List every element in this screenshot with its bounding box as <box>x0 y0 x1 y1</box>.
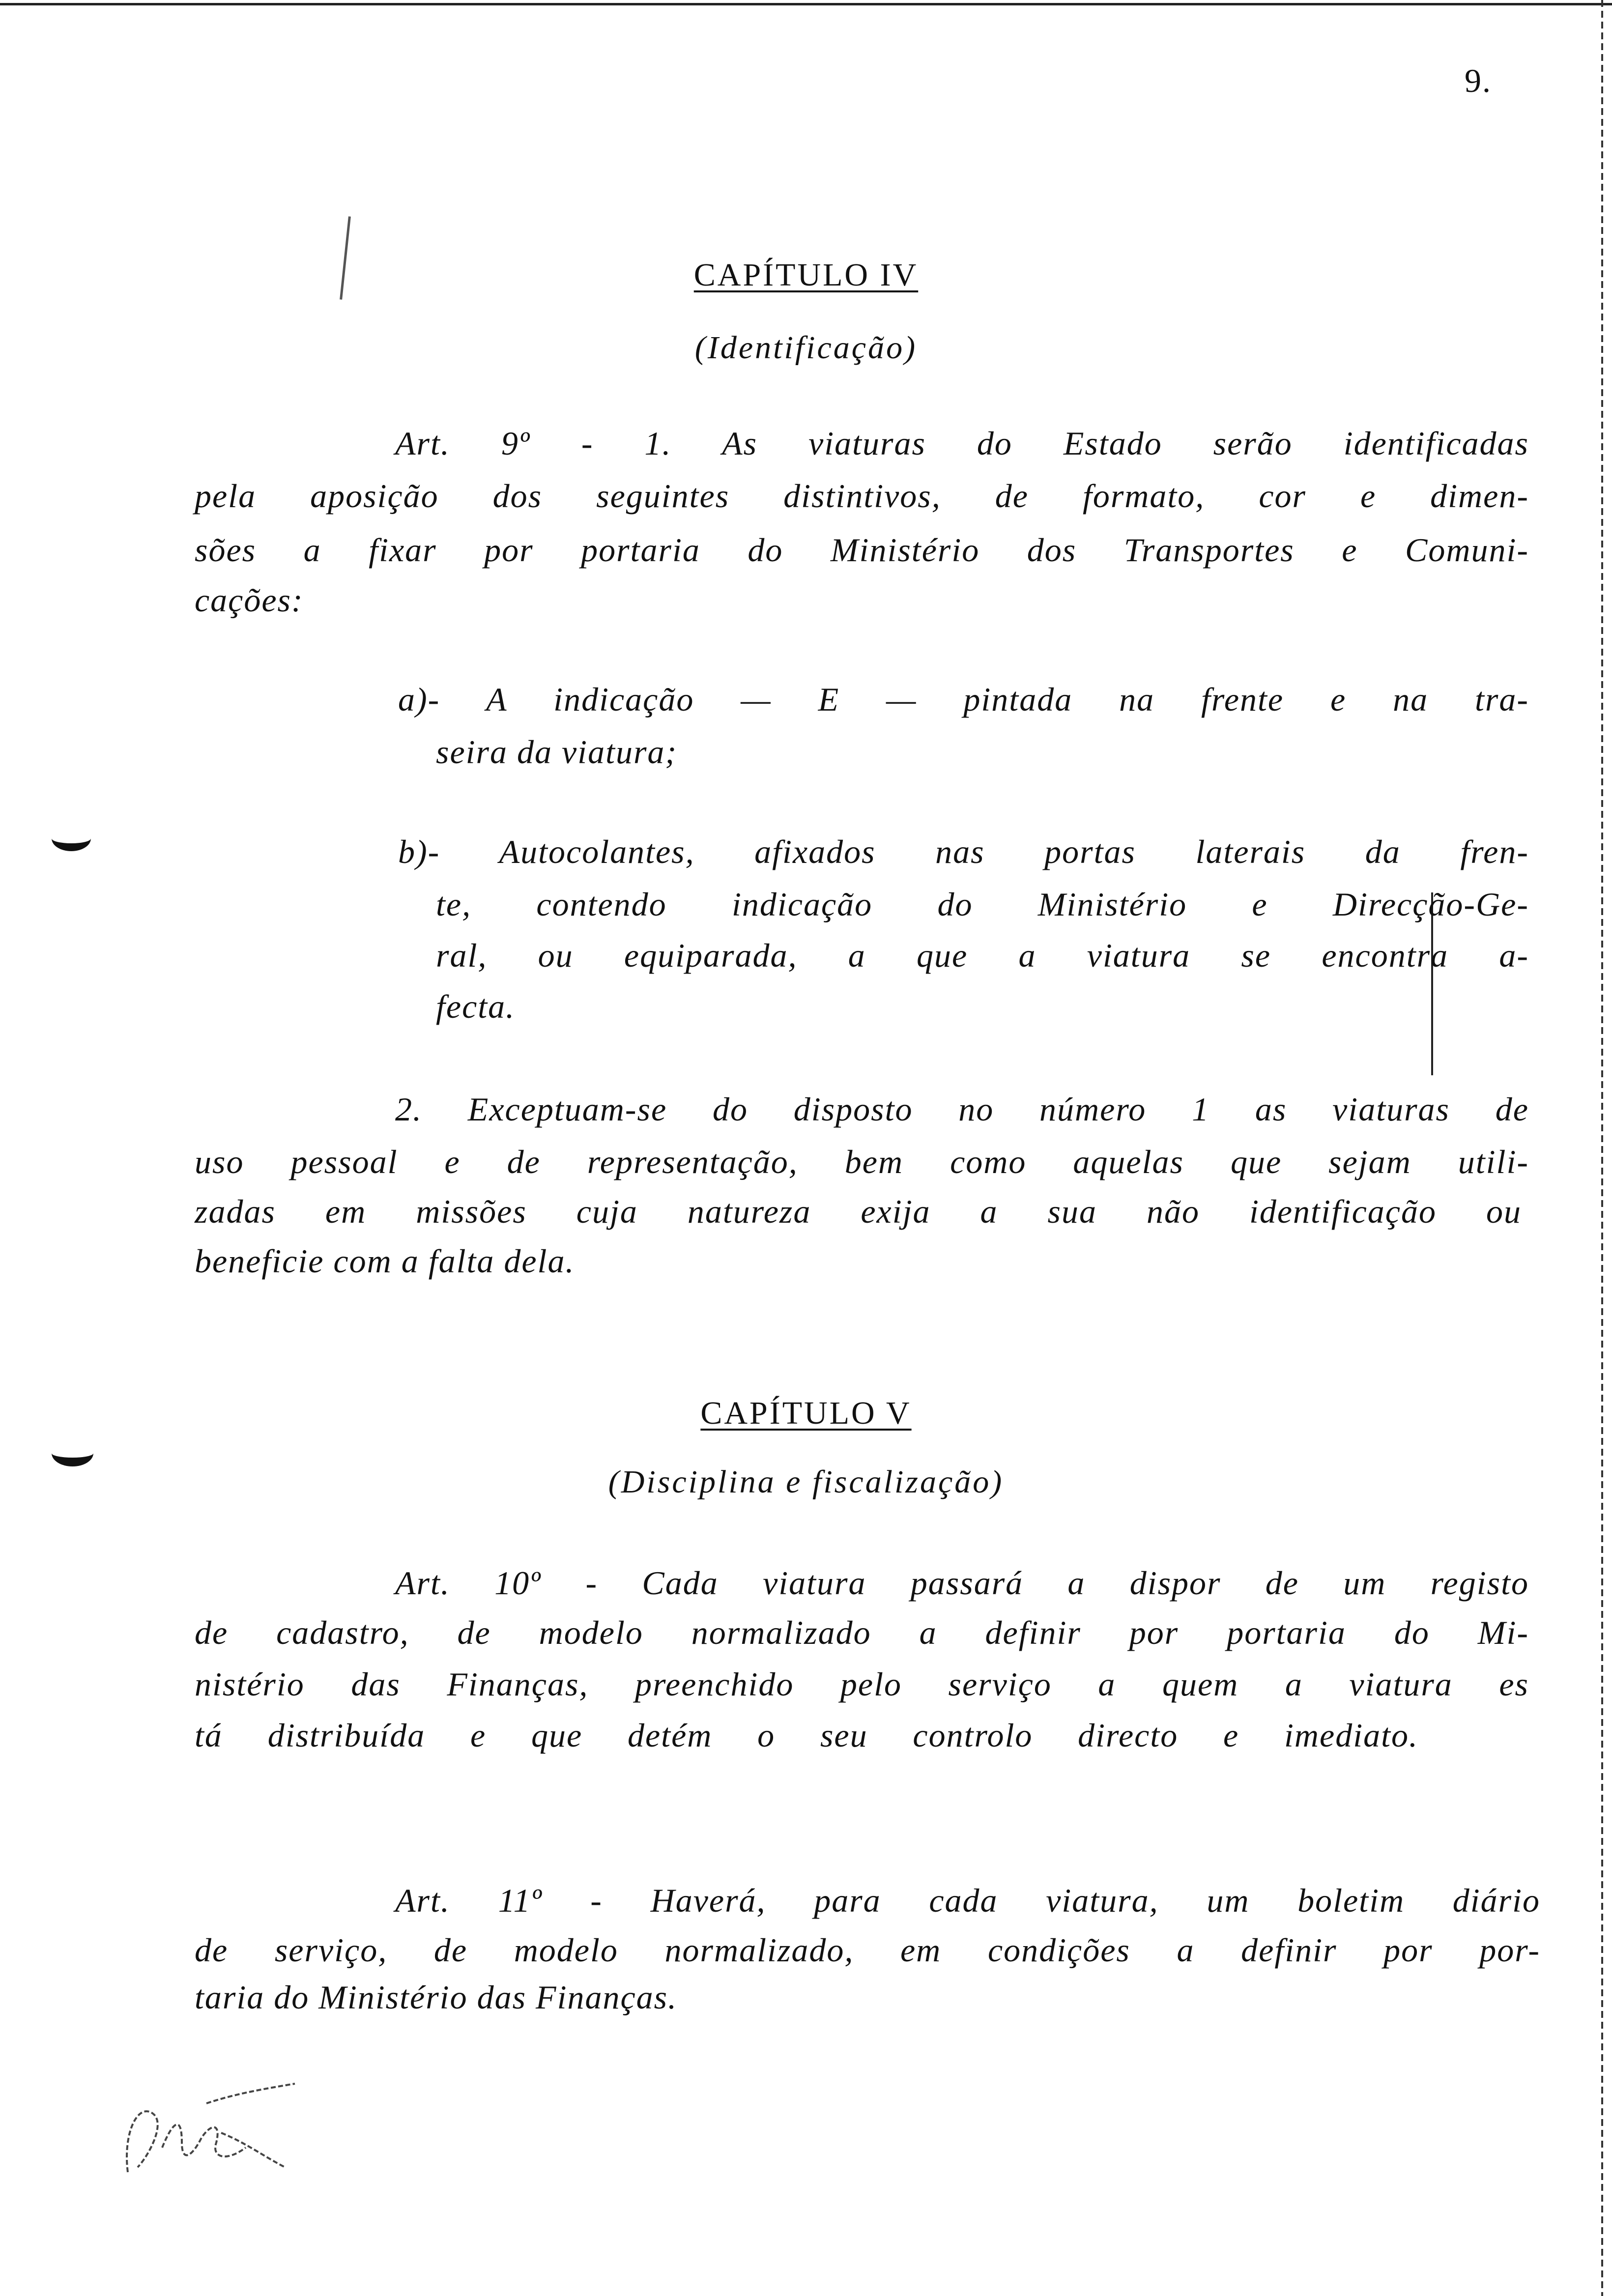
signature-initials <box>108 2074 315 2192</box>
punch-hole-mark <box>52 826 91 851</box>
text-line: de cadastro, de modelo normalizado a definir por portaria do Mi- <box>195 1614 1529 1651</box>
paragraph-2: zadas em missões cuja natureza exija a sua não identificação ou <box>195 1193 1522 1230</box>
text-line: Art. 10º - Cada viatura passará a dispor de um registo <box>395 1564 1529 1602</box>
text-line: tá distribuída e que detém o seu controlo directo e imediato. <box>195 1717 1418 1754</box>
page-number: 9. <box>1465 62 1492 99</box>
paragraph-2: uso pessoal e de representação, bem como aquelas que sejam utili- <box>195 1143 1529 1180</box>
text-line: de serviço, de modelo normalizado, em condições a definir por por- <box>195 1931 1540 1969</box>
chapter-iv-subtitle: (Identificação) <box>694 330 918 366</box>
paragraph-2: 2. Exceptuam-se do disposto no número 1 as viaturas de <box>395 1091 1529 1128</box>
text-line: taria do Ministério das Finanças. <box>195 1979 678 2016</box>
item-b: b)- Autocolantes, afixados nas portas laterais da fren- <box>398 833 1529 870</box>
chapter-iv-title: CAPÍTULO IV <box>693 257 919 293</box>
text-line: nistério das Finanças, preenchido pelo serviço a quem a viatura es <box>195 1665 1529 1703</box>
text-line: cações: <box>195 581 304 619</box>
text-line: Art. 9º - 1. As viaturas do Estado serão identificadas <box>395 425 1529 462</box>
text-line: Art. 11º - Haverá, para cada viatura, um boletim diário <box>395 1882 1540 1919</box>
item-b: te, contendo indicação do Ministério e Direcção-Ge- <box>436 886 1529 923</box>
chapter-v-subtitle: (Disciplina e fiscalização) <box>608 1464 1004 1500</box>
top-edge-line <box>0 3 1612 5</box>
text-line: pela aposição dos seguintes distintivos, de formato, cor e dimen- <box>195 477 1529 515</box>
item-b: ral, ou equiparada, a que a viatura se encontra a- <box>436 937 1529 974</box>
item-a: seira da viatura; <box>436 733 678 771</box>
item-a: a)- A indicação — E — pintada na frente e na tra- <box>398 681 1529 718</box>
paragraph-2: beneficie com a falta dela. <box>195 1242 575 1280</box>
chapter-v-title: CAPÍTULO V <box>700 1395 912 1431</box>
text-line: sões a fixar por portaria do Ministério dos Transportes e Comuni- <box>195 531 1529 569</box>
item-b: fecta. <box>436 988 516 1025</box>
